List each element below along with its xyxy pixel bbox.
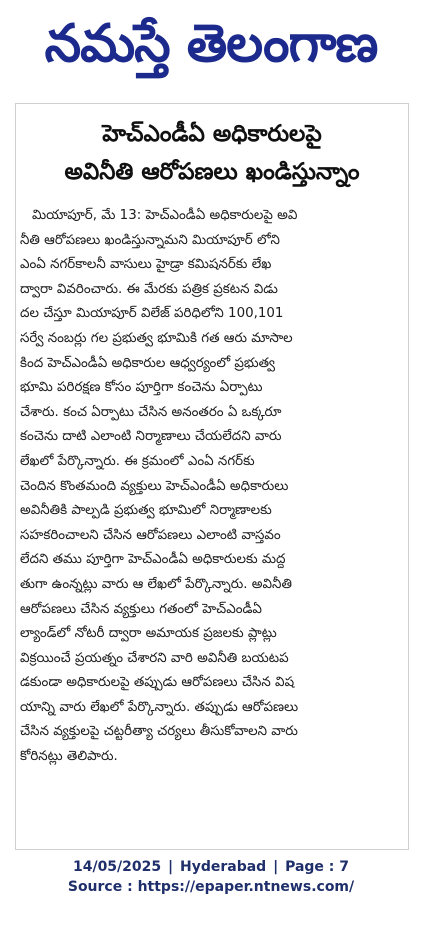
article-body-line: మియాపూర్, మే 13: హెచ్‌ఎండీఏ అధికారులపై అవి: [32, 208, 298, 223]
footer-source[interactable]: Source : https://epaper.ntnews.com/: [67, 879, 355, 895]
masthead: [0, 0, 422, 88]
article-body-line: భూమి పరిరక్షణ కోసం పూర్తిగా కంచెను ఏర్పాటు: [20, 380, 263, 396]
article-body-line: తుగా ఉంన్నట్లు వారు ఆ లేఖలో పేర్కొన్నారు. అవినీతి: [20, 576, 292, 592]
article-body-line: డకుండా అధికారులపై తప్పుడు ఆరోపణలు చేసిన విష: [20, 675, 295, 691]
headline-line-2: అవినీతి ఆరోపణలు ఖండిస్తున్నాం: [64, 159, 360, 185]
article-body-line: కంచెను దాటి ఎలాంటి నిర్మాణాలు చేయలేదని వారు: [20, 429, 282, 445]
article-body-line: ఆరోపణలు చేసిన వ్యక్తులు గతంలో హెచ్‌ఎండీఏ: [20, 601, 262, 617]
footer-date: 14/05/2025: [72, 859, 162, 875]
article-body-line: అవినీతికి పాల్పడి ప్రభుత్వ భూమిలో నిర్మాణాలకు: [20, 503, 272, 519]
article-body-line: చెందిన కొంతమంది వ్యక్తులు హెచ్‌ఎండీఏ అధికారులు: [20, 478, 289, 494]
footer-separator: |: [273, 859, 279, 875]
footer-city: Hyderabad: [180, 859, 267, 875]
article-body-line: లేఖలో పేర్కొన్నారు. ఈ క్రమంలో ఎంఏ నగర్‌కు: [20, 453, 255, 469]
headline-line-1: హెచ్‌ఎండీఏ అధికారులపై: [102, 121, 322, 147]
article-body-line: విక్రయించే ప్రయత్నం చేశారని వారి అవినీతి బయటప: [20, 650, 289, 666]
article-body-line: యాన్ని వారు లేఖలో పేర్కొన్నారు. తప్పుడు ఆరోపణలు: [20, 699, 299, 715]
newspaper-logo: నమస్తే తెలంగాణ: [44, 14, 378, 74]
article-body-line: చేశారు. కంచ ఏర్పాటు చేసిన అనంతరం ఏ ఒక్కరూ: [20, 404, 282, 420]
article-body-line: ల్యాండ్‌లో నోటరీ ద్వారా అమాయక ప్రజలకు ప్లాట్లు: [20, 626, 277, 642]
article-headline: [15, 115, 409, 191]
article-body-line: లేదని తము పూర్తిగా హెచ్‌ఎండీఏ అధికారులకు మద్ద: [20, 552, 286, 568]
article-body: [20, 204, 404, 770]
footer-meta-row: [0, 857, 422, 877]
article-body-line: ద్వారా వివరించారు. ఈ మేరకు పత్రిక ప్రకటన విడు: [20, 281, 278, 297]
article-body-line: చేసిన వ్యక్తులపై చట్టరీత్యా చర్యలు తీసుకోవాలని వారు: [20, 724, 298, 740]
article-body-line: కోరినట్లు తెలిపారు.: [20, 749, 118, 765]
article-body-line: ఎంఏ నగర్‌కాలనీ వాసులు హైడ్రా కమిషనర్‌కు లేఖ: [20, 257, 272, 273]
article-body-line: సహకరించాలని చేసిన ఆరోపణలు ఎలాంటి వాస్తవం: [20, 527, 281, 543]
article-body-line: కింద హెచ్‌ఎండీఏ అధికారుల ఆధ్వర్యంలో ప్రభుత్వ: [20, 355, 276, 371]
footer-separator: |: [168, 859, 174, 875]
article-body-line: నీతి ఆరోపణలు ఖండిస్తున్నామని మియాపూర్ లోని: [20, 232, 280, 248]
article-body-line: దల చేస్తూ మియాపూర్ విలేజ్ పరిధిలోని 100,101: [20, 306, 284, 322]
footer-page: Page : 7: [285, 859, 350, 875]
article-body-line: సర్వే నంబర్లు గల ప్రభుత్వ భూమికి గత ఆరు మాసాల: [20, 330, 293, 346]
clip-footer: [0, 857, 422, 897]
